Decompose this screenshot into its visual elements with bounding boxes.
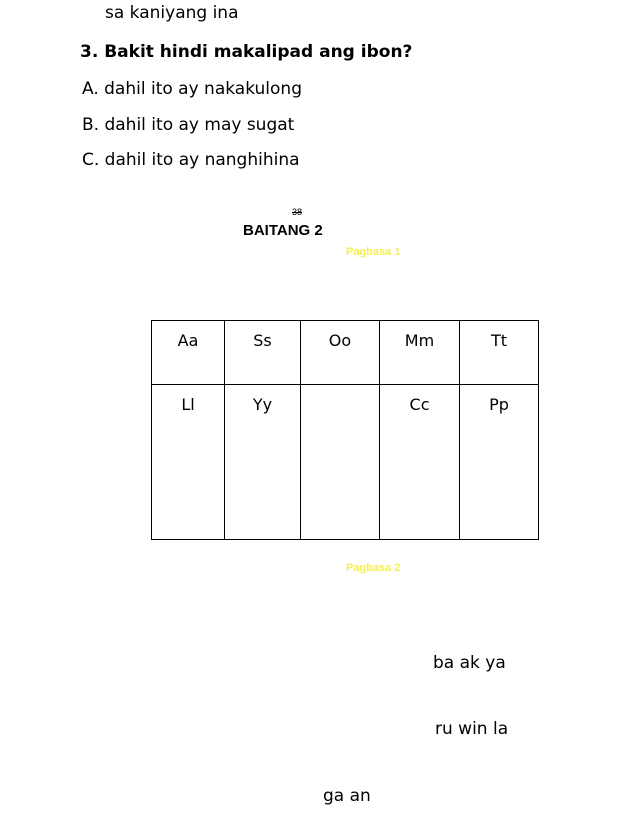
table-cell: Cc	[380, 385, 460, 540]
letters-table	[151, 320, 539, 540]
table-cell	[301, 385, 380, 540]
syllable-line: ga an	[323, 786, 371, 806]
table-cell: Yy	[225, 385, 301, 540]
section-label-pagbasa-2: Pagbasa 2	[346, 562, 401, 574]
table-cell: Aa	[152, 321, 225, 385]
grade-label: BAITANG 2	[243, 222, 323, 239]
table-cell: Oo	[301, 321, 380, 385]
table-cell: Ss	[225, 321, 301, 385]
syllable-line: ba ak ya	[433, 653, 506, 673]
continuation-text: sa kaniyang ina	[105, 3, 239, 23]
syllable-line: ru win la	[435, 719, 509, 739]
table-row	[152, 321, 539, 385]
option-b: B. dahil ito ay may sugat	[82, 115, 295, 135]
table-cell: Ll	[152, 385, 225, 540]
table-row	[152, 385, 539, 540]
option-c: C. dahil ito ay nanghihina	[82, 150, 300, 170]
table-cell: Mm	[380, 321, 460, 385]
table-cell: Tt	[460, 321, 539, 385]
table-cell: Pp	[460, 385, 539, 540]
page-number: 38	[292, 207, 303, 217]
question-text: 3. Bakit hindi makalipad ang ibon?	[80, 42, 413, 62]
option-a: A. dahil ito ay nakakulong	[82, 79, 302, 99]
section-label-pagbasa-1: Pagbasa 1	[346, 246, 401, 258]
